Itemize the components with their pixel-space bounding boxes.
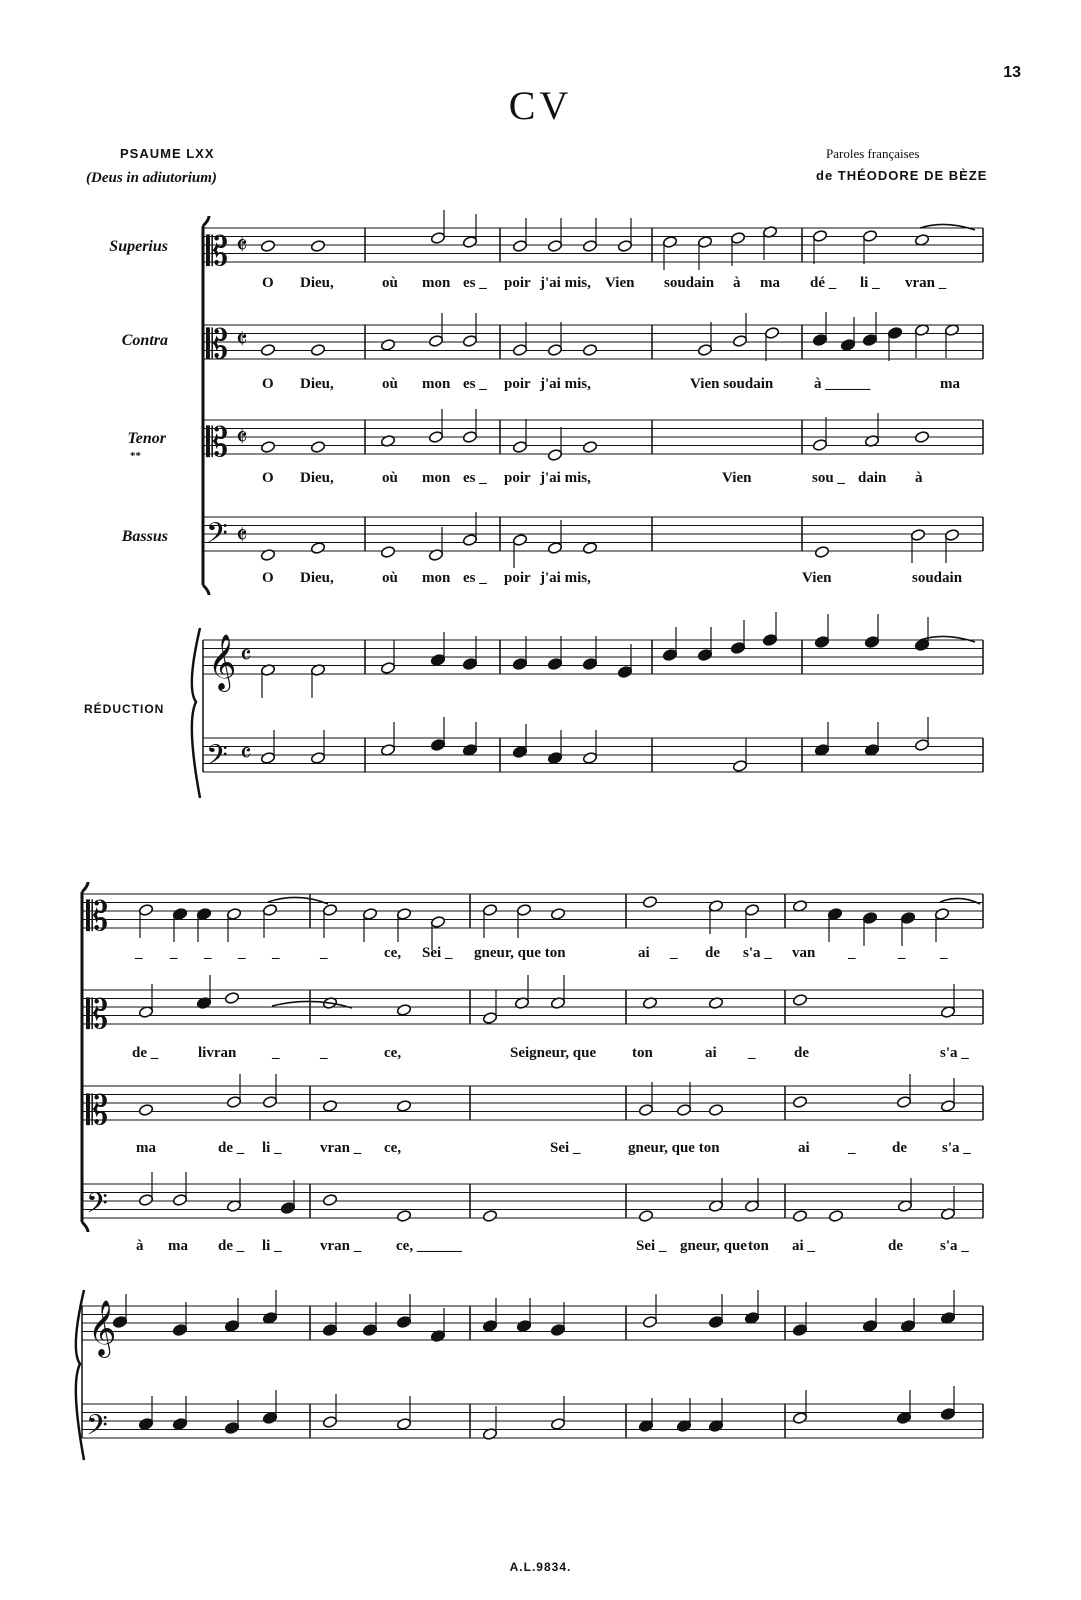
note-head bbox=[310, 441, 325, 454]
psalm-subtitle: (Deus in adiutorium) bbox=[86, 170, 217, 186]
score-brackets bbox=[76, 216, 980, 1460]
psalm-name: PSAUME LXX bbox=[120, 146, 215, 161]
note-head bbox=[862, 1320, 877, 1333]
credits-line-1: Paroles françaises bbox=[826, 146, 920, 161]
note-head bbox=[896, 1412, 911, 1425]
note-head bbox=[582, 441, 597, 454]
voice-label-tenor: Tenor bbox=[127, 430, 166, 447]
lyric-syllable: gneur, que ton bbox=[474, 945, 566, 961]
lyric-syllable: mon bbox=[422, 376, 451, 392]
lyric-syllable: _ bbox=[170, 945, 178, 961]
lyric-syllable: ce, ______ bbox=[396, 1238, 462, 1254]
note-head bbox=[940, 1100, 955, 1113]
lyric-syllable: de bbox=[705, 945, 720, 961]
lyric-syllable: Dieu, bbox=[300, 570, 334, 586]
note-head bbox=[280, 1202, 295, 1215]
note-head bbox=[896, 1096, 911, 1109]
note-head bbox=[322, 904, 337, 917]
lyric-syllable: s'a _ bbox=[940, 1238, 969, 1254]
cut-time-icon: 𝄵 bbox=[236, 423, 248, 453]
note-head bbox=[262, 904, 277, 917]
note-head bbox=[512, 240, 527, 253]
lyric-syllable: de bbox=[888, 1238, 903, 1254]
note-head bbox=[138, 1194, 153, 1207]
lyric-syllable: ma bbox=[136, 1140, 156, 1156]
note-head bbox=[172, 1324, 187, 1337]
lyric-syllable: Vien bbox=[605, 275, 635, 291]
note-head bbox=[260, 441, 275, 454]
note-head bbox=[396, 1418, 411, 1431]
note-head bbox=[462, 431, 477, 444]
note-head bbox=[512, 658, 527, 671]
lyric-syllable: _ bbox=[204, 945, 212, 961]
note-head bbox=[430, 654, 445, 667]
lyric-syllable: j'ai mis, bbox=[540, 470, 591, 486]
cut-time-icon: 𝄵 bbox=[236, 325, 248, 355]
lyric-syllable: sou _ bbox=[812, 470, 845, 486]
note-head bbox=[792, 1324, 807, 1337]
lyric-syllable: _ bbox=[272, 1045, 280, 1061]
note-head bbox=[462, 236, 477, 249]
note-head bbox=[430, 916, 445, 929]
note-head bbox=[310, 344, 325, 357]
note-head bbox=[732, 760, 747, 773]
note-head bbox=[362, 1324, 377, 1337]
voice-label-bassus: Bassus bbox=[121, 528, 168, 545]
lyric-syllable: li _ bbox=[262, 1238, 282, 1254]
note-head bbox=[430, 739, 445, 752]
note-head bbox=[380, 339, 395, 352]
note-head bbox=[396, 1316, 411, 1329]
note-head bbox=[662, 236, 677, 249]
note-head bbox=[730, 642, 745, 655]
note-head bbox=[744, 904, 759, 917]
note-head bbox=[914, 431, 929, 444]
note-head bbox=[172, 1194, 187, 1207]
note-head bbox=[262, 1096, 277, 1109]
note-head bbox=[512, 344, 527, 357]
bass-clef-icon: 𝄢 bbox=[206, 739, 228, 779]
lyric-syllable: mon bbox=[422, 570, 451, 586]
note-head bbox=[697, 236, 712, 249]
lyric-syllable: _ bbox=[272, 945, 280, 961]
voice-label-contra: Contra bbox=[121, 332, 168, 349]
note-head bbox=[547, 658, 562, 671]
note-head bbox=[582, 344, 597, 357]
note-head bbox=[310, 752, 325, 765]
note-head bbox=[224, 992, 239, 1005]
lyric-syllable: _ bbox=[320, 945, 328, 961]
lyric-syllable: de _ bbox=[218, 1140, 245, 1156]
common-time-icon: 𝄴 bbox=[240, 739, 252, 769]
note-head bbox=[762, 634, 777, 647]
note-head bbox=[642, 1316, 657, 1329]
note-head bbox=[697, 344, 712, 357]
lyric-syllable: Dieu, bbox=[300, 470, 334, 486]
lyric-syllable: O bbox=[262, 275, 274, 291]
note-head bbox=[792, 1210, 807, 1223]
note-head bbox=[900, 1320, 915, 1333]
note-head bbox=[396, 1004, 411, 1017]
note-head bbox=[617, 666, 632, 679]
cut-time-icon: 𝄵 bbox=[236, 231, 248, 261]
c-clef-icon: 𝄡 bbox=[86, 894, 109, 940]
lyric-syllable: Vien bbox=[722, 470, 752, 486]
lyric-syllable: où bbox=[382, 275, 398, 291]
plate-number: A.L.9834. bbox=[509, 1560, 572, 1574]
note-head bbox=[547, 449, 562, 462]
note-head bbox=[914, 739, 929, 752]
note-head bbox=[940, 1408, 955, 1421]
note-head bbox=[642, 896, 657, 909]
note-head bbox=[582, 752, 597, 765]
lyric-syllable: van bbox=[792, 945, 816, 961]
lyric-syllable: _ bbox=[940, 945, 948, 961]
note-head bbox=[638, 1104, 653, 1117]
note-head bbox=[708, 1104, 723, 1117]
lyric-syllable: ma bbox=[168, 1238, 188, 1254]
note-head bbox=[380, 546, 395, 559]
note-head bbox=[462, 534, 477, 547]
note-head bbox=[812, 230, 827, 243]
lyric-syllable: de bbox=[892, 1140, 907, 1156]
lyric-syllable: es _ bbox=[463, 275, 487, 291]
note-head bbox=[944, 529, 959, 542]
note-head bbox=[827, 908, 842, 921]
lyric-syllable: où bbox=[382, 470, 398, 486]
note-head bbox=[814, 636, 829, 649]
note-head bbox=[934, 908, 949, 921]
note-head bbox=[322, 1416, 337, 1429]
c-clef-icon: 𝄡 bbox=[86, 1088, 109, 1134]
lyric-syllable: s'a _ bbox=[743, 945, 772, 961]
note-head bbox=[226, 1096, 241, 1109]
note-head bbox=[900, 912, 915, 925]
lyric-syllable: j'ai mis, bbox=[540, 275, 591, 291]
lyric-syllable: soudain bbox=[912, 570, 963, 586]
note-head bbox=[828, 1210, 843, 1223]
lyric-syllable: gneur, que ton bbox=[628, 1140, 720, 1156]
note-head bbox=[224, 1320, 239, 1333]
note-head bbox=[138, 1418, 153, 1431]
common-time-icon: 𝄴 bbox=[240, 641, 252, 671]
lyric-syllable: dain bbox=[858, 470, 887, 486]
note-head bbox=[482, 1320, 497, 1333]
note-head bbox=[638, 1210, 653, 1223]
lyric-syllable: poir bbox=[504, 275, 531, 291]
note-head bbox=[396, 908, 411, 921]
lyric-syllable: _ bbox=[848, 1140, 856, 1156]
lyric-syllable: ma bbox=[760, 275, 780, 291]
lyric-syllable: Vien bbox=[802, 570, 832, 586]
lyric-syllable: Sei _ bbox=[422, 945, 453, 961]
note-head bbox=[792, 994, 807, 1007]
note-head bbox=[512, 534, 527, 547]
note-head bbox=[814, 546, 829, 559]
note-head bbox=[582, 658, 597, 671]
lyric-syllable: es _ bbox=[463, 376, 487, 392]
lyric-syllable: _ bbox=[135, 945, 143, 961]
note-head bbox=[482, 1012, 497, 1025]
lyric-syllable: _ bbox=[848, 945, 856, 961]
lyric-syllable: gneur, que bbox=[680, 1238, 747, 1254]
lyric-syllable: ai bbox=[798, 1140, 810, 1156]
note-head bbox=[172, 1418, 187, 1431]
note-head bbox=[260, 240, 275, 253]
note-head bbox=[512, 746, 527, 759]
lyric-syllable: où bbox=[382, 570, 398, 586]
lyric-syllable: ma bbox=[940, 376, 960, 392]
lyric-syllable: poir bbox=[504, 376, 531, 392]
lyric-syllable: _ bbox=[670, 945, 678, 961]
credits-line-2: de THÉODORE DE BÈZE bbox=[816, 168, 988, 183]
note-head bbox=[676, 1104, 691, 1117]
lyric-syllable: dé _ bbox=[810, 275, 837, 291]
lyric-syllable: Dieu, bbox=[300, 275, 334, 291]
lyric-syllable: Sei _ bbox=[636, 1238, 667, 1254]
note-head bbox=[310, 240, 325, 253]
tenor-footnote-mark: ** bbox=[130, 450, 141, 462]
note-head bbox=[764, 327, 779, 340]
note-head bbox=[547, 752, 562, 765]
note-head bbox=[428, 335, 443, 348]
note-head bbox=[547, 240, 562, 253]
note-head bbox=[196, 908, 211, 921]
bass-clef-icon: 𝄢 bbox=[206, 517, 228, 557]
lyric-syllable: _ bbox=[238, 945, 246, 961]
note-head bbox=[224, 1422, 239, 1435]
lyric-syllable: où bbox=[382, 376, 398, 392]
lyric-syllable: à bbox=[136, 1238, 144, 1254]
cut-time-icon: 𝄵 bbox=[236, 521, 248, 551]
note-head bbox=[550, 1418, 565, 1431]
lyric-syllable: O bbox=[262, 570, 274, 586]
note-head bbox=[516, 904, 531, 917]
lyric-syllable: O bbox=[262, 470, 274, 486]
note-head bbox=[582, 542, 597, 555]
lyric-syllable: ai bbox=[705, 1045, 717, 1061]
note-head bbox=[512, 441, 527, 454]
lyric-syllable: Dieu, bbox=[300, 376, 334, 392]
lyric-syllable: vran _ bbox=[320, 1140, 362, 1156]
voice-label-superius: Superius bbox=[109, 238, 168, 255]
note-head bbox=[262, 1412, 277, 1425]
note-head bbox=[260, 344, 275, 357]
note-head bbox=[732, 335, 747, 348]
lyric-syllable: li _ bbox=[262, 1140, 282, 1156]
note-head bbox=[812, 439, 827, 452]
note-head bbox=[516, 1320, 531, 1333]
note-head bbox=[260, 752, 275, 765]
lyric-syllable: de _ bbox=[132, 1045, 159, 1061]
lyric-syllable: ai _ bbox=[792, 1238, 815, 1254]
lyric-syllable: ce, bbox=[384, 945, 402, 961]
note-head bbox=[840, 339, 855, 352]
note-head bbox=[862, 912, 877, 925]
note-head bbox=[462, 335, 477, 348]
note-head bbox=[482, 1210, 497, 1223]
lyric-syllable: ton bbox=[632, 1045, 653, 1061]
note-head bbox=[547, 542, 562, 555]
note-head bbox=[482, 904, 497, 917]
c-clef-icon: 𝄡 bbox=[206, 420, 229, 466]
note-head bbox=[792, 1096, 807, 1109]
note-head bbox=[396, 1210, 411, 1223]
lyric-syllable: es _ bbox=[463, 570, 487, 586]
note-head bbox=[226, 908, 241, 921]
note-head bbox=[617, 240, 632, 253]
note-head bbox=[138, 904, 153, 917]
c-clef-icon: 𝄡 bbox=[206, 322, 229, 368]
lyric-syllable: _ bbox=[320, 1045, 328, 1061]
staff-lines bbox=[82, 228, 983, 1438]
lyric-syllable: soudain bbox=[664, 275, 715, 291]
note-head bbox=[430, 232, 445, 245]
note-head bbox=[730, 232, 745, 245]
note-head bbox=[864, 636, 879, 649]
note-head bbox=[172, 908, 187, 921]
note-head bbox=[462, 658, 477, 671]
note-head bbox=[428, 431, 443, 444]
note-head bbox=[792, 1412, 807, 1425]
lyric-syllable: à ______ bbox=[814, 376, 871, 392]
lyric-syllable: ai bbox=[638, 945, 650, 961]
reduction-label: RÉDUCTION bbox=[84, 702, 165, 716]
lyric-syllable: j'ai mis, bbox=[540, 376, 591, 392]
lyric-syllable: à bbox=[915, 470, 923, 486]
note-head bbox=[862, 334, 877, 347]
note-head bbox=[380, 662, 395, 675]
c-clef-icon: 𝄡 bbox=[86, 992, 109, 1038]
note-head bbox=[910, 529, 925, 542]
lyric-syllable: _ bbox=[748, 1045, 756, 1061]
note-head bbox=[862, 230, 877, 243]
treble-clef-icon: 𝄞 bbox=[88, 1300, 117, 1356]
lyric-syllable: à bbox=[733, 275, 741, 291]
note-head bbox=[662, 649, 677, 662]
note-head bbox=[322, 1324, 337, 1337]
lyric-syllable: vran _ bbox=[905, 275, 947, 291]
lyric-syllable: Vien soudain bbox=[690, 376, 774, 392]
piece-title: CV bbox=[508, 83, 573, 128]
note-head bbox=[138, 1104, 153, 1117]
treble-clef-icon: 𝄞 bbox=[208, 634, 237, 690]
note-head bbox=[396, 1100, 411, 1113]
note-head bbox=[322, 1194, 337, 1207]
note-head bbox=[697, 649, 712, 662]
lyric-syllable: vran _ bbox=[320, 1238, 362, 1254]
bass-clef-icon: 𝄢 bbox=[86, 1409, 108, 1449]
lyric-syllable: poir bbox=[504, 570, 531, 586]
lyric-syllable: mon bbox=[422, 470, 451, 486]
lyric-syllable: s'a _ bbox=[942, 1140, 971, 1156]
lyric-syllable: ton bbox=[748, 1238, 769, 1254]
lyric-syllable: li _ bbox=[860, 275, 880, 291]
note-head bbox=[582, 240, 597, 253]
lyric-syllable: de bbox=[794, 1045, 809, 1061]
c-clef-icon: 𝄡 bbox=[206, 229, 229, 275]
lyric-syllable: ce, bbox=[384, 1140, 402, 1156]
note-head bbox=[322, 1100, 337, 1113]
lyric-syllable: s'a _ bbox=[940, 1045, 969, 1061]
note-head bbox=[547, 344, 562, 357]
lyric-syllable: mon bbox=[422, 275, 451, 291]
lyric-syllable: es _ bbox=[463, 470, 487, 486]
lyric-syllable: Seigneur, que bbox=[510, 1045, 597, 1061]
note-head bbox=[708, 1316, 723, 1329]
note-head bbox=[550, 1324, 565, 1337]
lyric-syllable: poir bbox=[504, 470, 531, 486]
lyric-syllable: _ bbox=[898, 945, 906, 961]
lyric-syllable: livran bbox=[198, 1045, 237, 1061]
note-head bbox=[550, 908, 565, 921]
lyric-syllable: de _ bbox=[218, 1238, 245, 1254]
note-head bbox=[362, 908, 377, 921]
lyric-syllable: O bbox=[262, 376, 274, 392]
bass-clef-icon: 𝄢 bbox=[86, 1187, 108, 1227]
note-head bbox=[887, 327, 902, 340]
lyric-syllable: Sei _ bbox=[550, 1140, 581, 1156]
note-heads bbox=[112, 210, 959, 1440]
note-head bbox=[812, 334, 827, 347]
page-number: 13 bbox=[1003, 64, 1021, 81]
note-head bbox=[310, 542, 325, 555]
lyric-syllable: ce, bbox=[384, 1045, 402, 1061]
lyric-syllable: j'ai mis, bbox=[540, 570, 591, 586]
